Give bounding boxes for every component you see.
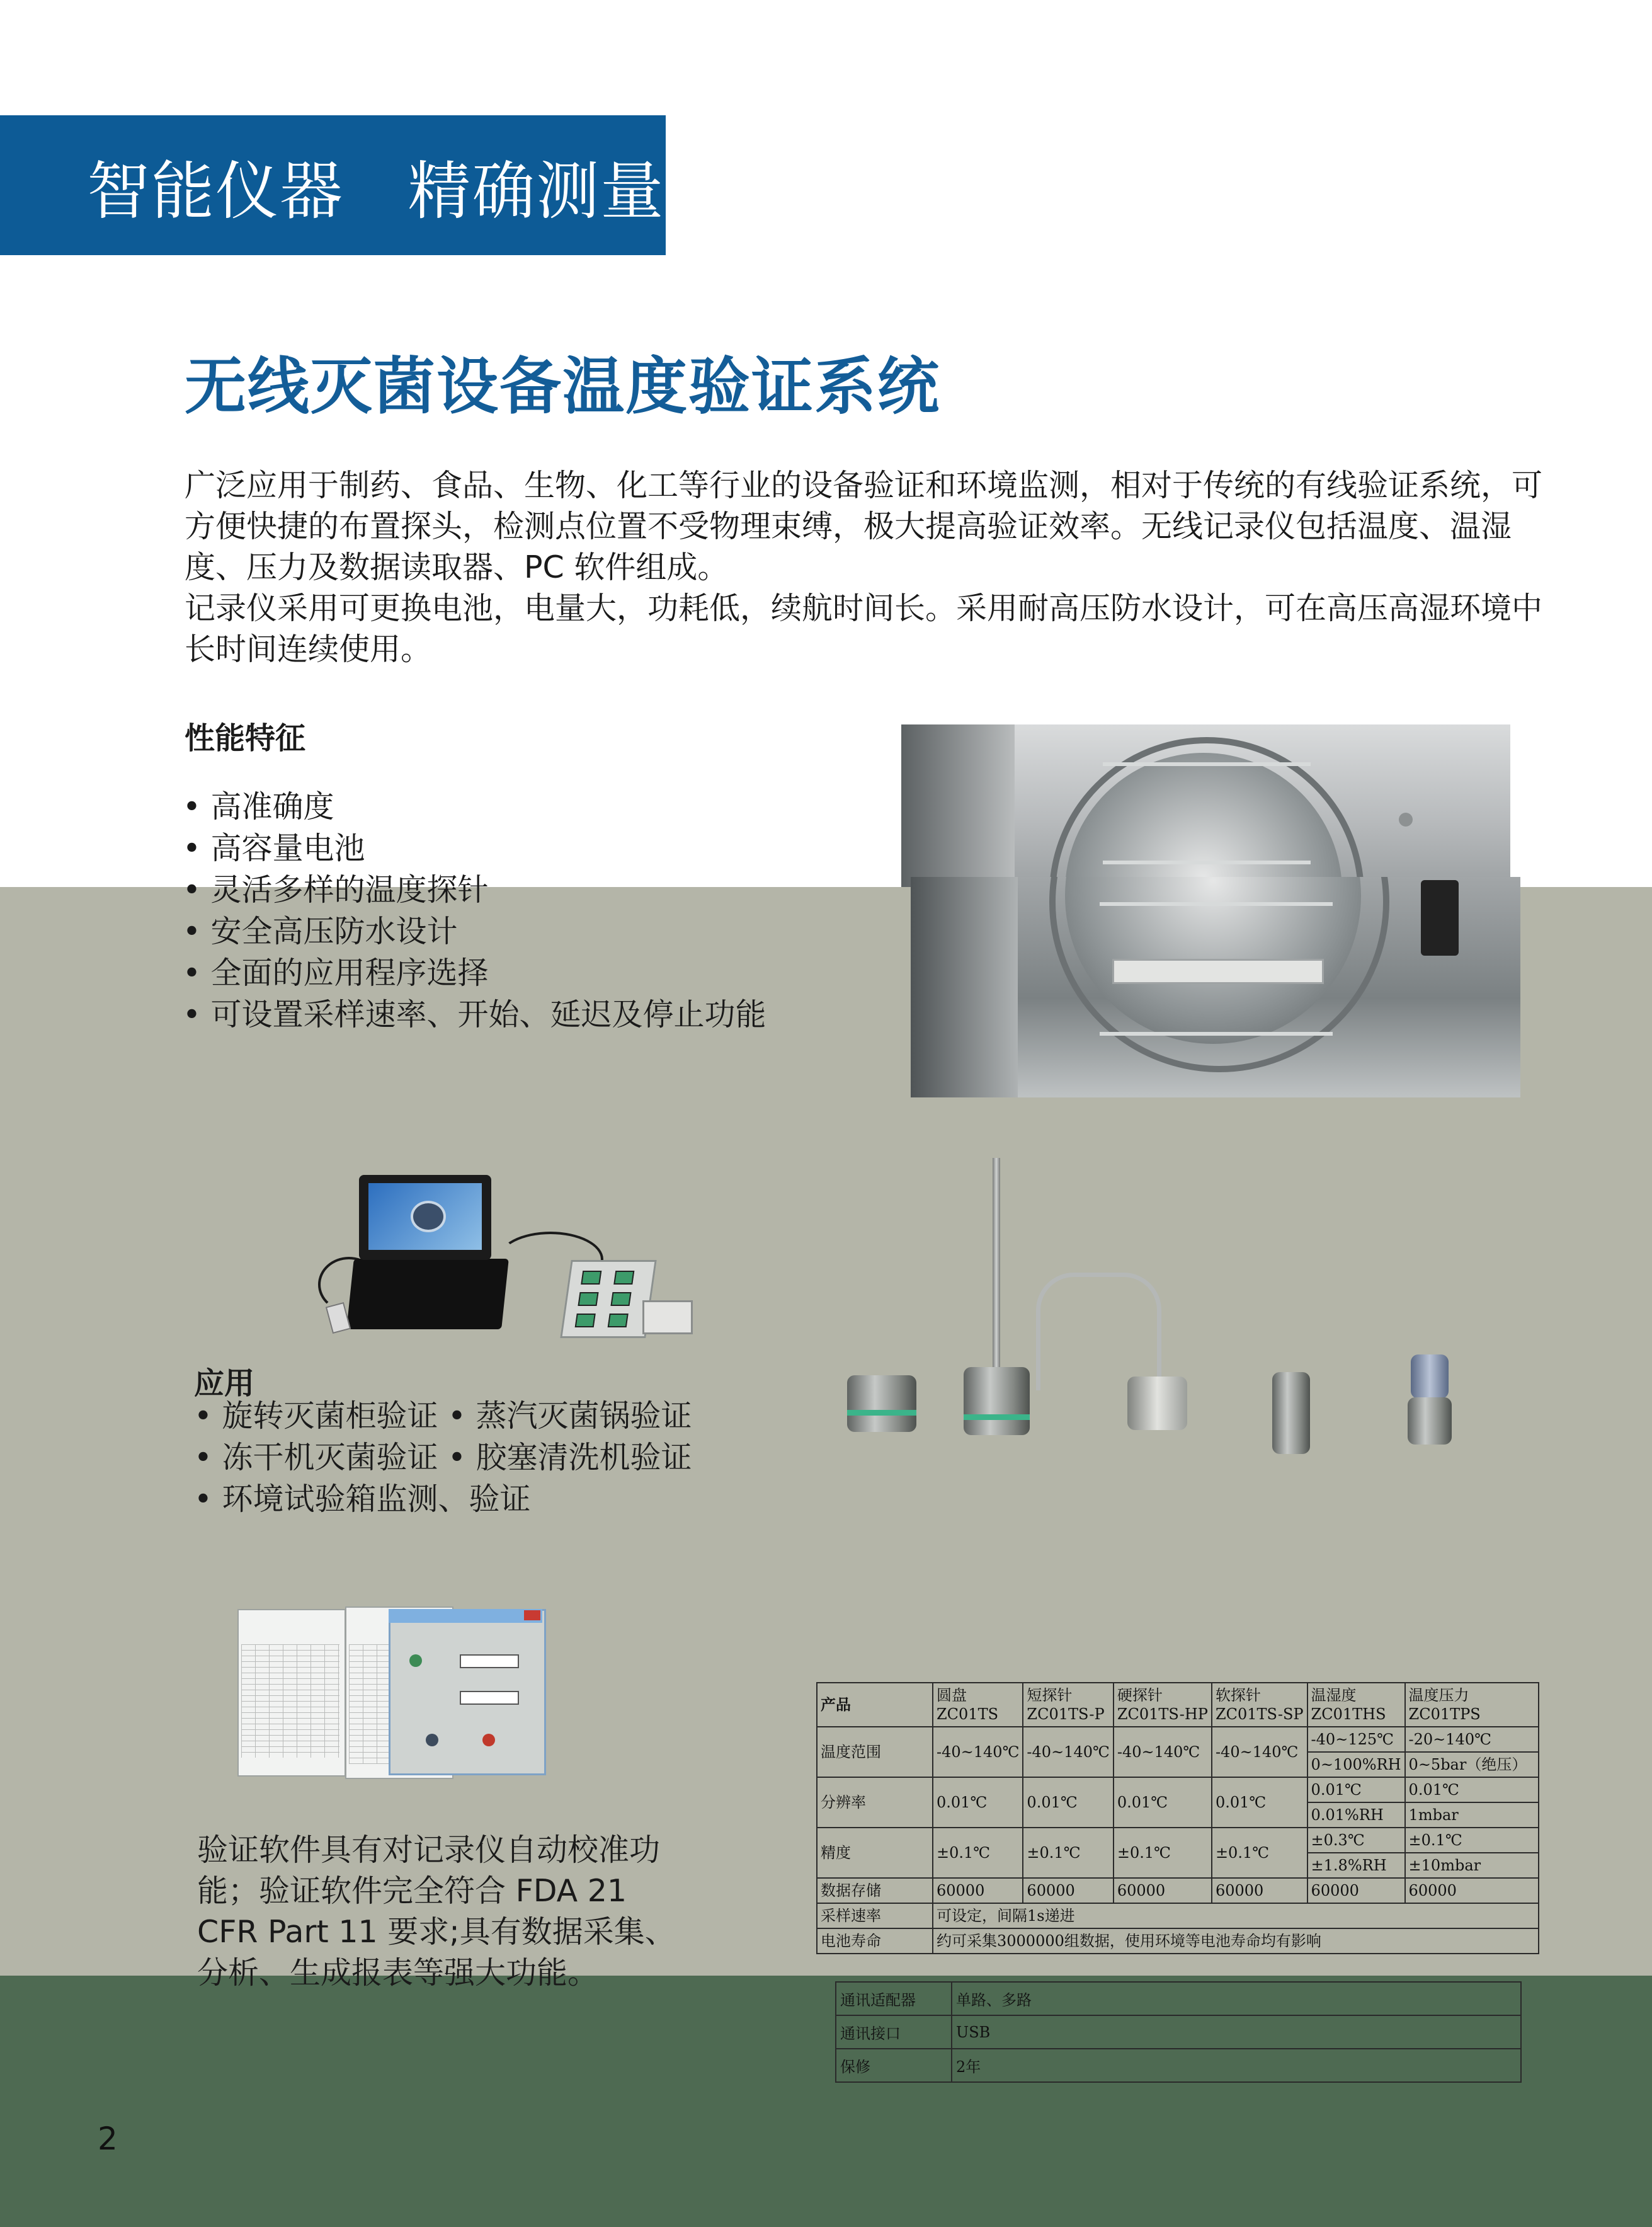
table-cell: -20~140℃ — [1405, 1727, 1539, 1752]
list-item: • 高容量电池 — [183, 828, 766, 869]
product-cell — [1023, 1683, 1113, 1727]
product-model: ZC01THS — [1311, 1705, 1386, 1723]
product-name: 短探针 — [1027, 1686, 1073, 1704]
seal-ring — [964, 1414, 1030, 1420]
table-cell: ±0.1℃ — [933, 1828, 1023, 1878]
table-row — [836, 2015, 1521, 2049]
table-cell: 0.01℃ — [933, 1777, 1023, 1828]
applications-list — [194, 1395, 692, 1520]
list-item: • 高准确度 — [183, 786, 766, 828]
table-cell: ±10mbar — [1405, 1853, 1539, 1878]
table-cell: -40~140℃ — [1114, 1727, 1212, 1777]
table-row — [836, 2049, 1521, 2082]
probe-needle — [993, 1158, 1000, 1372]
table-cell: 60000 — [1023, 1878, 1113, 1903]
sterilizer-rack — [1100, 902, 1333, 1036]
product-name: 温度压力 — [1408, 1686, 1469, 1704]
reader-slot — [613, 1271, 634, 1285]
sterilizer-door — [911, 877, 1018, 1097]
list-item: • 全面的应用程序选择 — [183, 953, 766, 994]
status-icon — [409, 1654, 422, 1667]
ok-icon[interactable] — [426, 1734, 438, 1746]
table-cell: 60000 — [933, 1878, 1023, 1903]
product-name: 硬探针 — [1117, 1686, 1163, 1704]
list-item: • 环境试验箱监测、验证 — [194, 1479, 692, 1520]
table-cell: 0.01℃ — [1023, 1777, 1113, 1828]
table-cell: -40~140℃ — [1023, 1727, 1113, 1777]
product-cell — [1307, 1683, 1405, 1727]
product-name: 温湿度 — [1311, 1686, 1357, 1704]
list-item: • 冻干机灭菌验证 • 胶塞清洗机验证 — [194, 1437, 692, 1479]
product-model: ZC01TS — [937, 1705, 999, 1723]
reader-slot — [581, 1271, 601, 1285]
pressure-logger — [1408, 1397, 1452, 1445]
table-row — [817, 1727, 1539, 1752]
list-item: • 旋转灭菌柜验证 • 蒸汽灭菌锅验证 — [194, 1395, 692, 1437]
table-cell: ±1.8%RH — [1307, 1853, 1405, 1878]
features-heading: 性能特征 — [185, 721, 306, 756]
row-label: 通讯适配器 — [836, 1982, 952, 2015]
list-item: • 可设置采样速率、开始、延迟及停止功能 — [183, 994, 766, 1036]
humidity-logger — [1272, 1372, 1310, 1454]
table-cell: USB — [952, 2015, 1521, 2049]
software-description: 验证软件具有对记录仪自动校准功能；验证软件完全符合 FDA 21 CFR Part 11 要求;具有数据采集、分析、生成报表等强大功能。 — [197, 1832, 676, 1991]
dialog-input[interactable] — [460, 1691, 519, 1705]
list-item: • 安全高压防水设计 — [183, 911, 766, 953]
short-probe-logger — [964, 1367, 1030, 1435]
cancel-icon[interactable] — [482, 1734, 495, 1746]
table-cell: ±0.1℃ — [1405, 1828, 1539, 1853]
row-label: 采样速率 — [817, 1903, 933, 1928]
table-cell: 0.01℃ — [1307, 1777, 1405, 1802]
table-cell: ±0.1℃ — [1114, 1828, 1212, 1878]
disc-logger — [847, 1375, 916, 1432]
spec-table-continuation — [835, 1981, 1522, 2083]
product-model: ZC01TS-HP — [1117, 1705, 1208, 1723]
product-name: 软探针 — [1215, 1686, 1261, 1704]
table-row — [817, 1928, 1539, 1954]
reader-slot — [578, 1292, 598, 1306]
close-icon[interactable] — [524, 1610, 540, 1620]
table-cell: 1mbar — [1405, 1802, 1539, 1828]
reader-dongle — [642, 1300, 693, 1334]
reader-slot — [575, 1314, 596, 1327]
sterilizer-display — [1421, 880, 1459, 956]
product-model: ZC01TPS — [1408, 1705, 1481, 1723]
header-banner-text: 智能仪器 精确测量 — [87, 154, 665, 228]
sterilizer-door — [901, 724, 1015, 887]
sterilizer-photo-bottom — [911, 877, 1520, 1097]
report-grid — [241, 1644, 339, 1758]
page-title: 无线灭菌设备温度验证系统 — [185, 351, 941, 423]
soft-probe-logger — [1127, 1377, 1187, 1430]
sterilizer-photo-top — [901, 724, 1510, 887]
table-cell: 0~5bar（绝压） — [1405, 1752, 1539, 1777]
product-cell — [1212, 1683, 1307, 1727]
table-cell: 60000 — [1307, 1878, 1405, 1903]
table-cell: 0.01℃ — [1405, 1777, 1539, 1802]
sterilizer-rack — [1103, 762, 1311, 864]
page-number: 2 — [98, 2121, 118, 2157]
table-cell: 60000 — [1114, 1878, 1212, 1903]
product-name: 圆盘 — [937, 1686, 967, 1704]
row-label: 分辨率 — [817, 1777, 933, 1828]
table-row — [817, 1878, 1539, 1903]
product-model: ZC01TS-SP — [1215, 1705, 1304, 1723]
table-cell: 0~100%RH — [1307, 1752, 1405, 1777]
table-cell: 约可采集3000000组数据，使用环境等电池寿命均有影响 — [933, 1928, 1539, 1954]
sterilizer-knob — [1399, 813, 1413, 827]
table-row — [817, 1903, 1539, 1928]
dialog-titlebar — [389, 1609, 542, 1623]
seal-ring — [847, 1410, 916, 1416]
table-cell: -40~140℃ — [1212, 1727, 1307, 1777]
table-row — [817, 1683, 1539, 1727]
table-cell: 2年 — [952, 2049, 1521, 2082]
intro-text — [185, 465, 1545, 670]
spec-table — [816, 1682, 1539, 1954]
table-cell: ±0.3℃ — [1307, 1828, 1405, 1853]
product-cell — [1405, 1683, 1539, 1727]
list-item: • 灵活多样的温度探针 — [183, 869, 766, 911]
product-model: ZC01TS-P — [1027, 1705, 1105, 1723]
intro-paragraph-1: 广泛应用于制药、食品、生物、化工等行业的设备验证和环境监测，相对于传统的有线验证系统，可方便快捷的布置探头，检测点位置不受物理束缚，极大提高验证效率。无线记录仪包括温度、温湿度、压力及数据读取器、PC 软件组成。 — [185, 467, 1543, 585]
pressure-sensor-head — [1411, 1354, 1449, 1399]
table-cell: 可设定，间隔1s递进 — [933, 1903, 1539, 1928]
table-cell: 单路、多路 — [952, 1982, 1521, 2015]
applications-heading: 应用 — [194, 1366, 255, 1401]
table-cell: 0.01℃ — [1114, 1777, 1212, 1828]
table-cell: 0.01%RH — [1307, 1802, 1405, 1828]
table-cell: -40~140℃ — [933, 1727, 1023, 1777]
row-label: 数据存储 — [817, 1878, 933, 1903]
table-row — [817, 1828, 1539, 1853]
product-cell — [933, 1683, 1023, 1727]
table-cell: -40~125℃ — [1307, 1727, 1405, 1752]
features-list — [183, 786, 766, 1036]
table-cell: 60000 — [1212, 1878, 1307, 1903]
row-label: 电池寿命 — [817, 1928, 933, 1954]
dialog-select[interactable] — [460, 1654, 519, 1668]
table-cell: ±0.1℃ — [1212, 1828, 1307, 1878]
reader-slot — [608, 1314, 629, 1327]
software-logo-icon — [411, 1201, 446, 1232]
row-label: 保修 — [836, 2049, 952, 2082]
soft-probe-cable — [1036, 1273, 1161, 1390]
product-label: 产品 — [817, 1683, 933, 1727]
row-label: 温度范围 — [817, 1727, 933, 1777]
intro-paragraph-2: 记录仪采用可更换电池，电量大，功耗低，续航时间长。采用耐高压防水设计，可在高压高湿环境中长时间连续使用。 — [185, 590, 1543, 667]
laptop-keyboard — [346, 1259, 509, 1329]
row-label: 精度 — [817, 1828, 933, 1878]
reader-slot — [610, 1292, 631, 1306]
table-cell: 0.01℃ — [1212, 1777, 1307, 1828]
table-row — [817, 1777, 1539, 1802]
row-label: 通讯接口 — [836, 2015, 952, 2049]
table-row — [836, 1982, 1521, 2015]
product-cell — [1114, 1683, 1212, 1727]
report-grid — [349, 1644, 390, 1764]
table-cell: ±0.1℃ — [1023, 1828, 1113, 1878]
table-cell: 60000 — [1405, 1878, 1539, 1903]
